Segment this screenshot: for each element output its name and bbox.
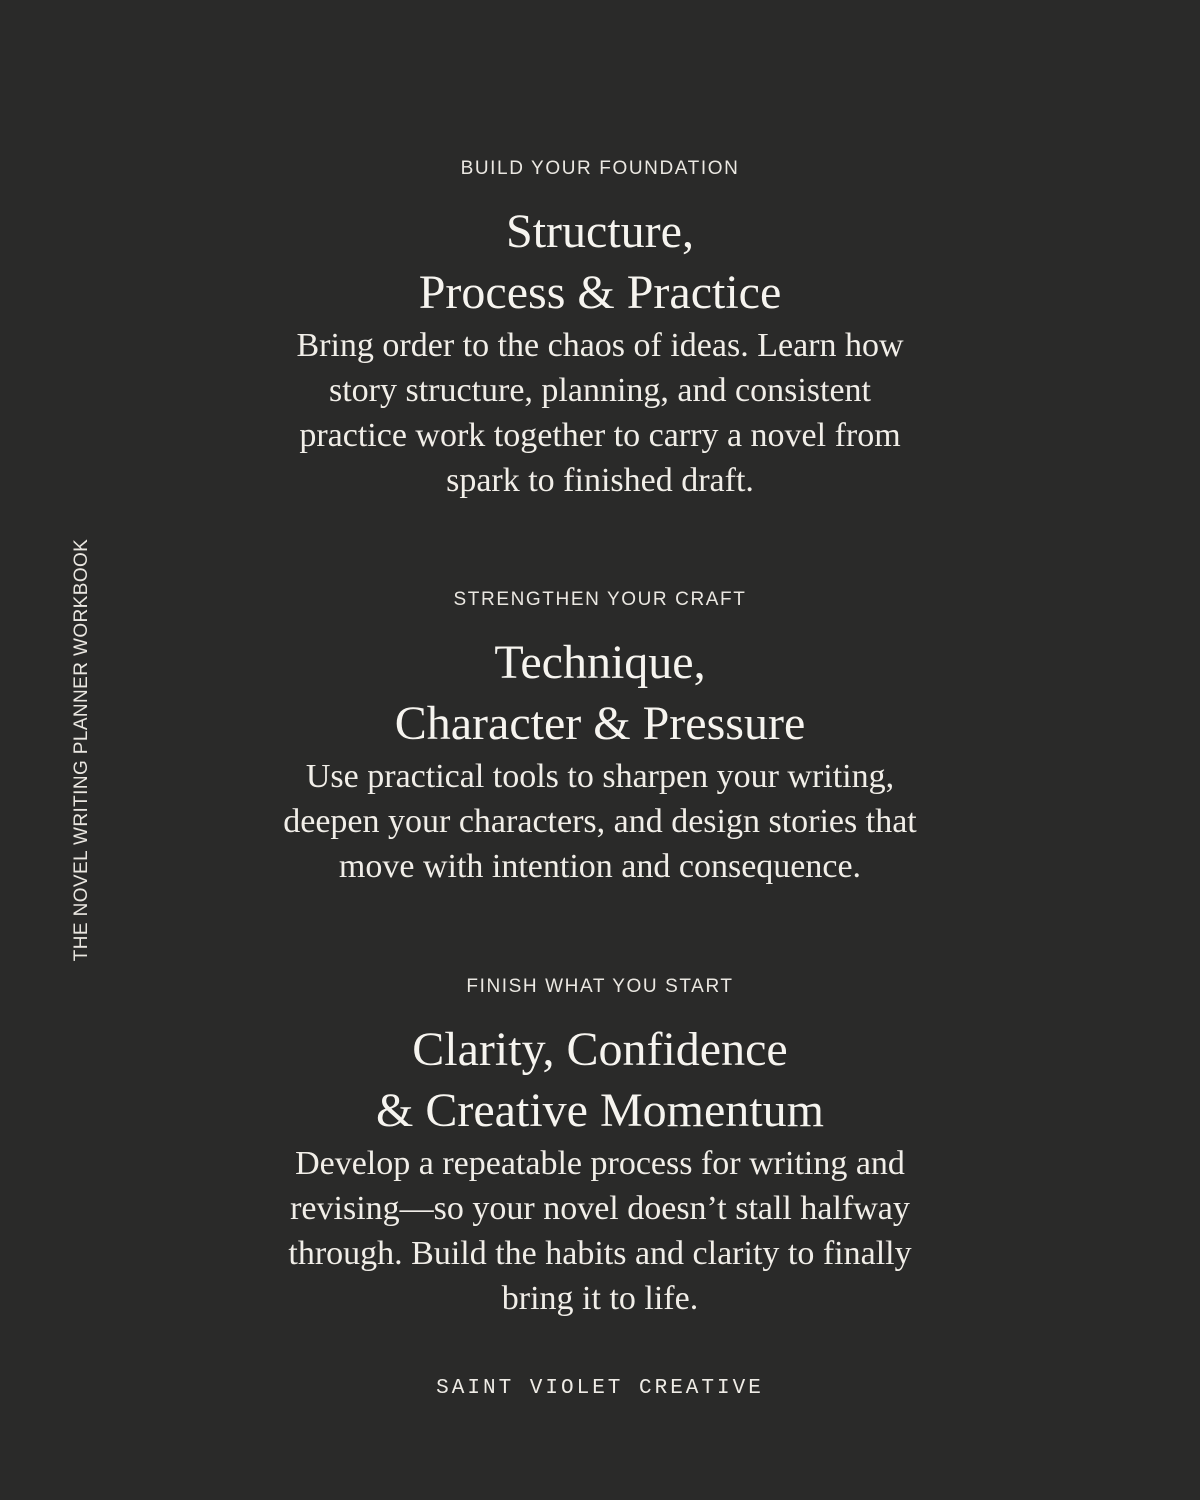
description-line: Bring order to the chaos of ideas. Learn how	[296, 327, 904, 364]
description-line: through. Build the habits and clarity to finally	[288, 1235, 912, 1272]
brand-footer: SAINT VIOLET CREATIVE	[436, 1377, 764, 1400]
section-craft	[200, 588, 1000, 889]
description-line: move with intention and consequence.	[338, 848, 862, 885]
section-heading	[200, 1019, 1000, 1141]
section-finish	[200, 975, 1000, 1321]
section-description	[200, 323, 1000, 503]
description-line: revising—so your novel doesn’t stall halfway	[290, 1190, 910, 1227]
description-line: story structure, planning, and consistent	[328, 372, 871, 409]
heading-line: Technique,	[494, 636, 706, 689]
heading-line: Process & Practice	[418, 266, 782, 319]
section-description	[200, 1141, 1000, 1321]
heading-line: Clarity, Confidence	[412, 1023, 788, 1076]
section-description	[200, 754, 1000, 889]
description-line: Use practical tools to sharpen your writing,	[305, 758, 895, 795]
section-eyebrow: FINISH WHAT YOU START	[466, 976, 734, 997]
section-foundation	[200, 157, 1000, 503]
description-line: deepen your characters, and design stories that	[283, 803, 917, 840]
description-line: bring it to life.	[501, 1280, 699, 1317]
section-eyebrow: BUILD YOUR FOUNDATION	[460, 158, 740, 179]
heading-line: Character & Pressure	[394, 697, 806, 750]
heading-line: & Creative Momentum	[376, 1084, 824, 1137]
heading-line: Structure,	[506, 205, 694, 258]
description-line: practice work together to carry a novel from	[299, 417, 901, 454]
section-eyebrow: STRENGTHEN YOUR CRAFT	[453, 589, 747, 610]
section-heading	[200, 201, 1000, 323]
description-line: Develop a repeatable process for writing and	[295, 1145, 905, 1182]
description-line: spark to finished draft.	[446, 462, 754, 499]
side-label-workbook-title: THE NOVEL WRITING PLANNER WORKBOOK	[71, 538, 92, 962]
section-heading	[200, 632, 1000, 754]
